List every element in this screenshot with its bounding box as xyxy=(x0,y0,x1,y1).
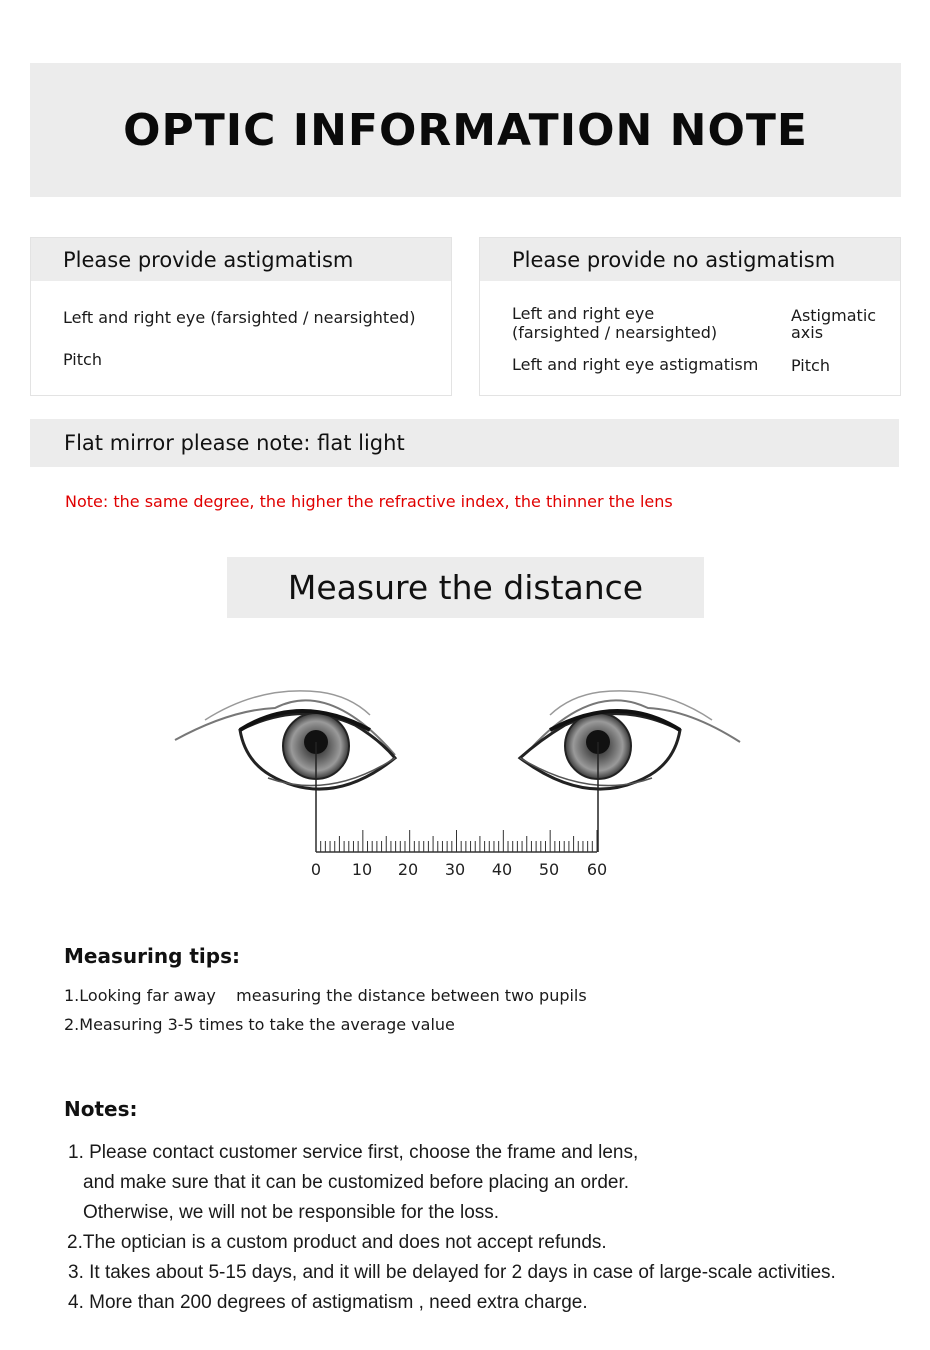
ruler-label-40: 40 xyxy=(491,860,513,879)
title-banner xyxy=(30,63,901,197)
note-line-6: 4. More than 200 degrees of astigmatism , need extra charge. xyxy=(68,1292,588,1313)
ruler-label-0: 0 xyxy=(310,860,322,879)
no-astig-axis-line-a: Astigmatic xyxy=(791,306,877,325)
flat-mirror-note: Flat mirror please note: flat light xyxy=(30,419,899,467)
note-line-1: 1. Please contact customer service first, choose the frame and lens, xyxy=(68,1142,639,1163)
refractive-index-note: Note: the same degree, the higher the refractive index, the thinner the lens xyxy=(65,492,673,511)
ruler-label-10: 10 xyxy=(351,860,373,879)
note-line-3: Otherwise, we will not be responsible for the loss. xyxy=(83,1202,500,1223)
note-line-4: 2.The optician is a custom product and does not accept refunds. xyxy=(67,1232,607,1253)
measure-distance-title: Measure the distance xyxy=(227,557,704,618)
ruler-labels xyxy=(311,860,607,879)
page-title: OPTIC INFORMATION NOTE xyxy=(123,104,808,156)
astig-line-pitch: Pitch xyxy=(63,350,102,369)
ruler-label-30: 30 xyxy=(444,860,466,879)
astigmatism-card-title: Please provide astigmatism xyxy=(31,238,451,281)
ruler xyxy=(316,830,597,852)
ruler-label-20: 20 xyxy=(397,860,419,879)
tip-item-1: 1.Looking far away measuring the distance between two pupils xyxy=(64,986,587,1005)
astig-line-eye: Left and right eye (farsighted / nearsighted) xyxy=(63,308,416,327)
right-eye-icon xyxy=(520,691,740,789)
note-line-2: and make sure that it can be customized before placing an order. xyxy=(83,1172,630,1193)
no-astigmatism-card xyxy=(479,237,901,396)
note-line-5: 3. It takes about 5-15 days, and it will be delayed for 2 days in case of large-scale activities. xyxy=(68,1262,836,1283)
no-astig-eye-line-a: Left and right eye xyxy=(512,304,655,323)
ruler-label-50: 50 xyxy=(538,860,560,879)
no-astig-astigmatism-line: Left and right eye astigmatism xyxy=(512,355,759,374)
pupil-distance-illustration xyxy=(0,660,930,895)
astigmatism-card xyxy=(30,237,452,396)
no-astig-axis-line-b: axis xyxy=(791,323,824,342)
tip-item-2: 2.Measuring 3-5 times to take the average value xyxy=(64,1015,455,1034)
left-eye-icon xyxy=(175,691,395,789)
notes-heading: Notes: xyxy=(64,1097,138,1121)
no-astig-pitch-line: Pitch xyxy=(791,356,830,375)
no-astigmatism-card-title: Please provide no astigmatism xyxy=(480,238,900,281)
tips-heading: Measuring tips: xyxy=(64,944,240,968)
no-astig-eye-line-b: (farsighted / nearsighted) xyxy=(512,323,718,342)
ruler-label-60: 60 xyxy=(586,860,608,879)
